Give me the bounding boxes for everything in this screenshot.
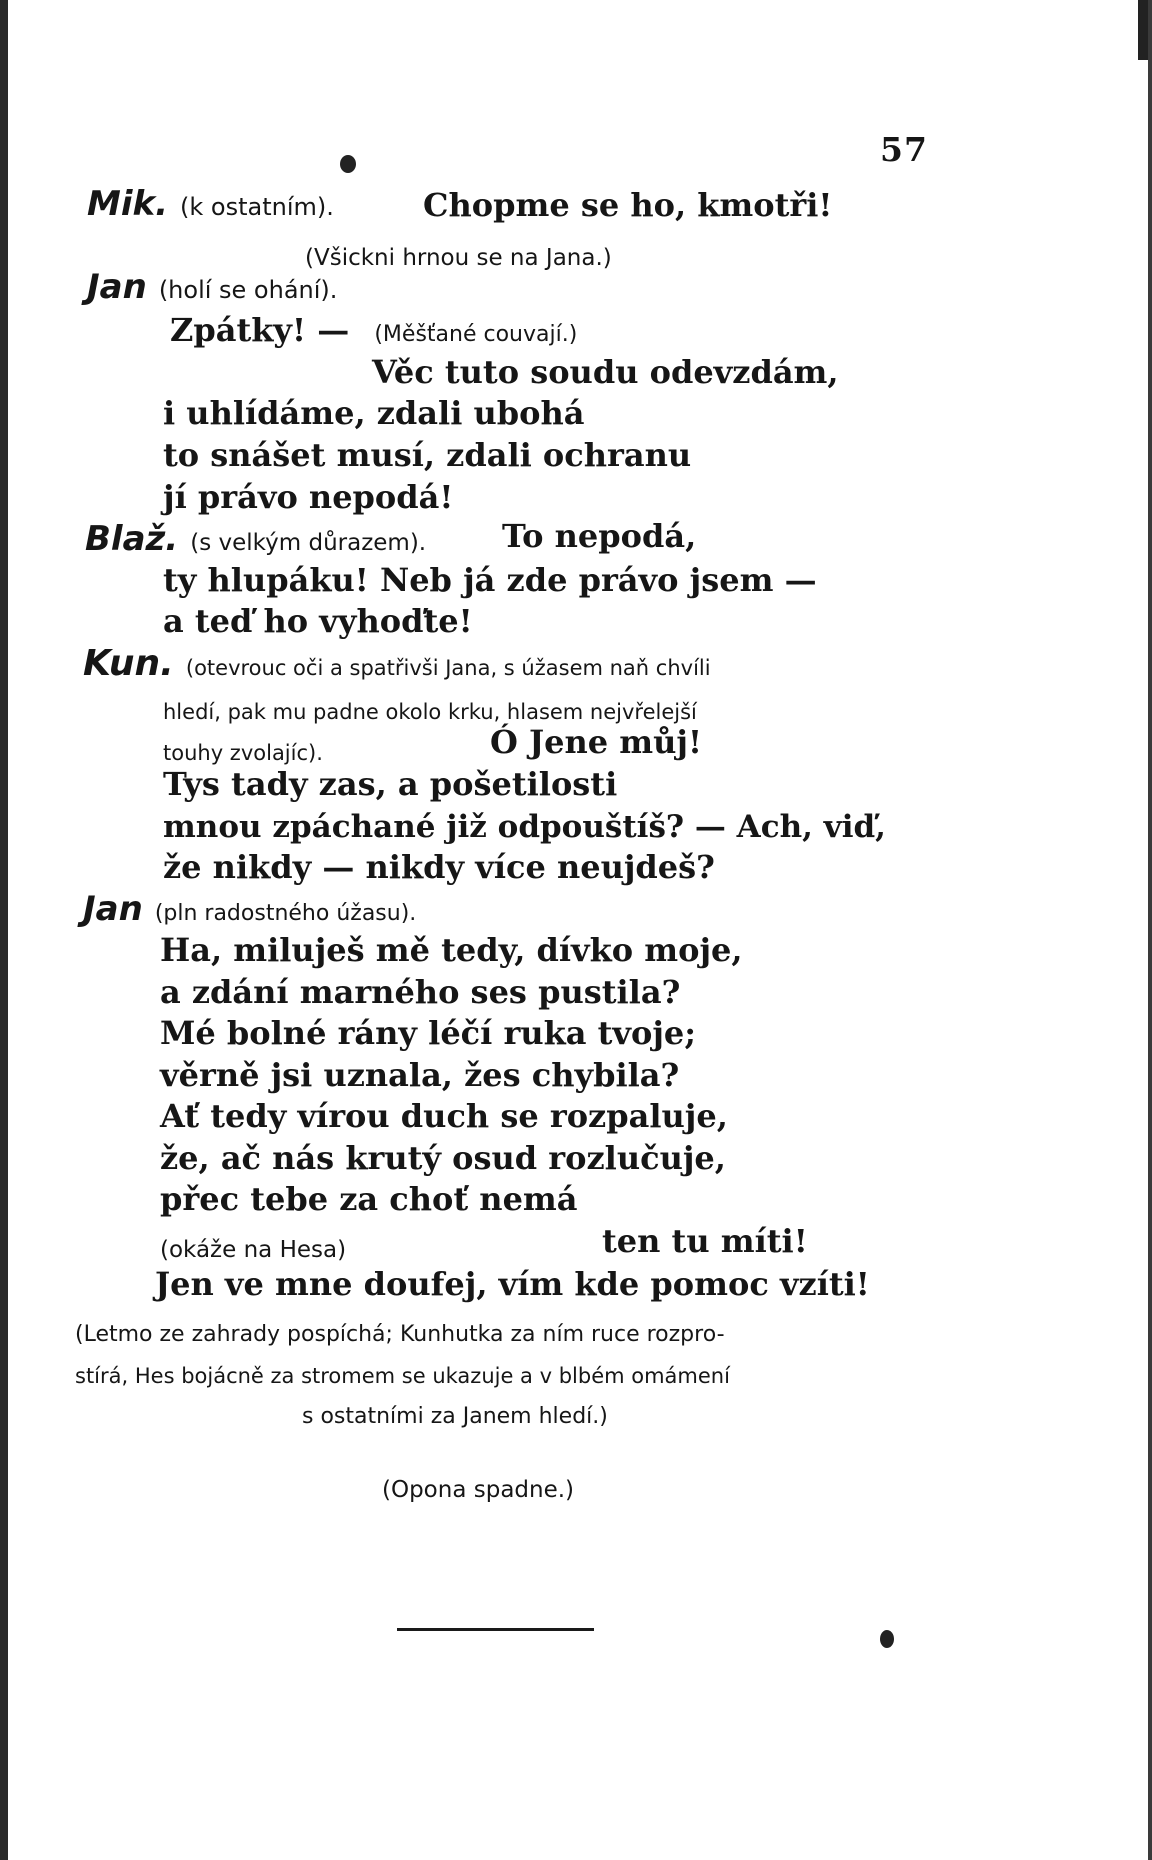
speech-text: věrně jsi uznala, žes chybila? (160, 1056, 680, 1094)
speech-text: Chopme se ho, kmotři! (423, 186, 833, 224)
verse-line (502, 517, 697, 555)
speech-text: přec tebe za choť nemá (160, 1180, 578, 1218)
stage-direction-line (75, 1314, 725, 1346)
speech-text: Zpátky! — (170, 311, 350, 349)
verse-line (163, 478, 454, 516)
speech-text: Ať tedy vírou duch se rozpaluje, (160, 1097, 728, 1135)
line-mik (87, 184, 334, 224)
stage-direction-line (305, 238, 612, 270)
line-kun (83, 643, 711, 684)
verse-line (160, 1097, 728, 1135)
speech-text: mnou zpáchané již odpouštíš? — Ach, viď, (163, 809, 886, 845)
stage-direction: (Letmo ze zahrady pospíchá; Kunhutka za ním ruce rozpro- (75, 1322, 725, 1347)
verse-line (160, 931, 743, 969)
scan-edge-left (0, 0, 8, 1860)
speech-text: že, ač nás krutý osud rozlučuje, (160, 1139, 726, 1177)
speech-text: a zdání marného ses pustila? (160, 973, 681, 1011)
speech-text: i uhlídáme, zdali ubohá (163, 394, 585, 432)
stage-direction: (Měšťané couvají.) (374, 322, 578, 347)
speech-text: jí právo nepodá! (163, 478, 454, 516)
verse-line (160, 1014, 697, 1052)
line-mik-speech (423, 186, 833, 224)
stage-direction: stírá, Hes bojácně za stromem se ukazuje a v blbém omámení (75, 1364, 730, 1388)
verse-line (155, 1265, 870, 1303)
stage-direction-line (382, 1470, 574, 1502)
speech-text: Mé bolné rány léčí ruka tvoje; (160, 1014, 697, 1052)
speech-text: Ha, miluješ mě tedy, dívko moje, (160, 931, 743, 969)
ink-blot (340, 155, 356, 173)
scan-edge-right (1148, 0, 1152, 1860)
line-jan (87, 267, 338, 307)
page-number: 57 (880, 130, 928, 169)
verse-line (163, 810, 886, 843)
speaker-name: Mik. (87, 184, 169, 224)
line-jan (83, 889, 417, 929)
line-blaz (85, 519, 427, 559)
speech-text: Tys tady zas, a pošetilosti (163, 765, 618, 803)
verse-line (160, 1056, 680, 1094)
verse-line (490, 723, 703, 761)
stage-direction: (pln radostného úžasu). (154, 901, 417, 926)
stage-direction: (okáže na Hesa) (160, 1237, 347, 1263)
stage-direction-line (163, 733, 323, 765)
stage-direction: (otevrouc oči a spatřivši Jana, s úžasem naň chvíli (185, 656, 711, 680)
verse-line (163, 394, 585, 432)
speaker-name: Kun. (83, 643, 174, 684)
stage-direction: (Všickni hrnou se na Jana.) (305, 245, 612, 271)
speaker-name: Blaž. (85, 519, 179, 559)
verse-line (160, 1139, 726, 1177)
stage-direction-line (75, 1356, 730, 1388)
stage-direction: (s velkým důrazem). (190, 530, 427, 556)
stage-direction-line (160, 1230, 346, 1262)
speaker-name: Jan (87, 267, 147, 307)
speech-text: Věc tuto soudu odevzdám, (372, 353, 839, 391)
verse-line (160, 973, 681, 1011)
verse-line (372, 353, 839, 391)
verse-line (163, 765, 618, 803)
stage-direction: (Opona spadne.) (382, 1477, 575, 1503)
verse-line (163, 436, 692, 474)
speech-text: ten tu míti! (602, 1222, 808, 1260)
stage-direction: s ostatními za Janem hledí.) (302, 1404, 608, 1429)
speech-text: To nepodá, (502, 517, 697, 555)
stage-direction-line (302, 1396, 608, 1428)
verse-line (163, 848, 715, 886)
stage-direction: touhy zvolajíc). (163, 741, 323, 765)
closing-rule (397, 1628, 594, 1631)
speech-text: ty hlupáku! Neb já zde právo jsem — (163, 561, 817, 599)
speaker-name: Jan (83, 889, 143, 929)
speech-text: že nikdy — nikdy více neujdeš? (163, 848, 715, 886)
verse-line (170, 311, 578, 349)
stage-direction: (holí se ohání). (158, 276, 338, 304)
speech-text: Jen ve mne doufej, vím kde pomoc vzíti! (155, 1265, 870, 1303)
speech-text: to snášet musí, zdali ochranu (163, 436, 692, 474)
verse-line (163, 561, 817, 599)
ink-blot (880, 1630, 894, 1648)
verse-line (602, 1222, 808, 1260)
stage-direction: (k ostatním). (180, 193, 334, 221)
speech-text: a teď ho vyhoďte! (163, 602, 473, 640)
stage-direction: hledí, pak mu padne okolo krku, hlasem nejvřelejší (163, 700, 697, 724)
speech-text: Ó Jene můj! (490, 723, 703, 761)
verse-line (160, 1180, 578, 1218)
stage-direction-line (163, 692, 697, 724)
verse-line (163, 602, 473, 640)
